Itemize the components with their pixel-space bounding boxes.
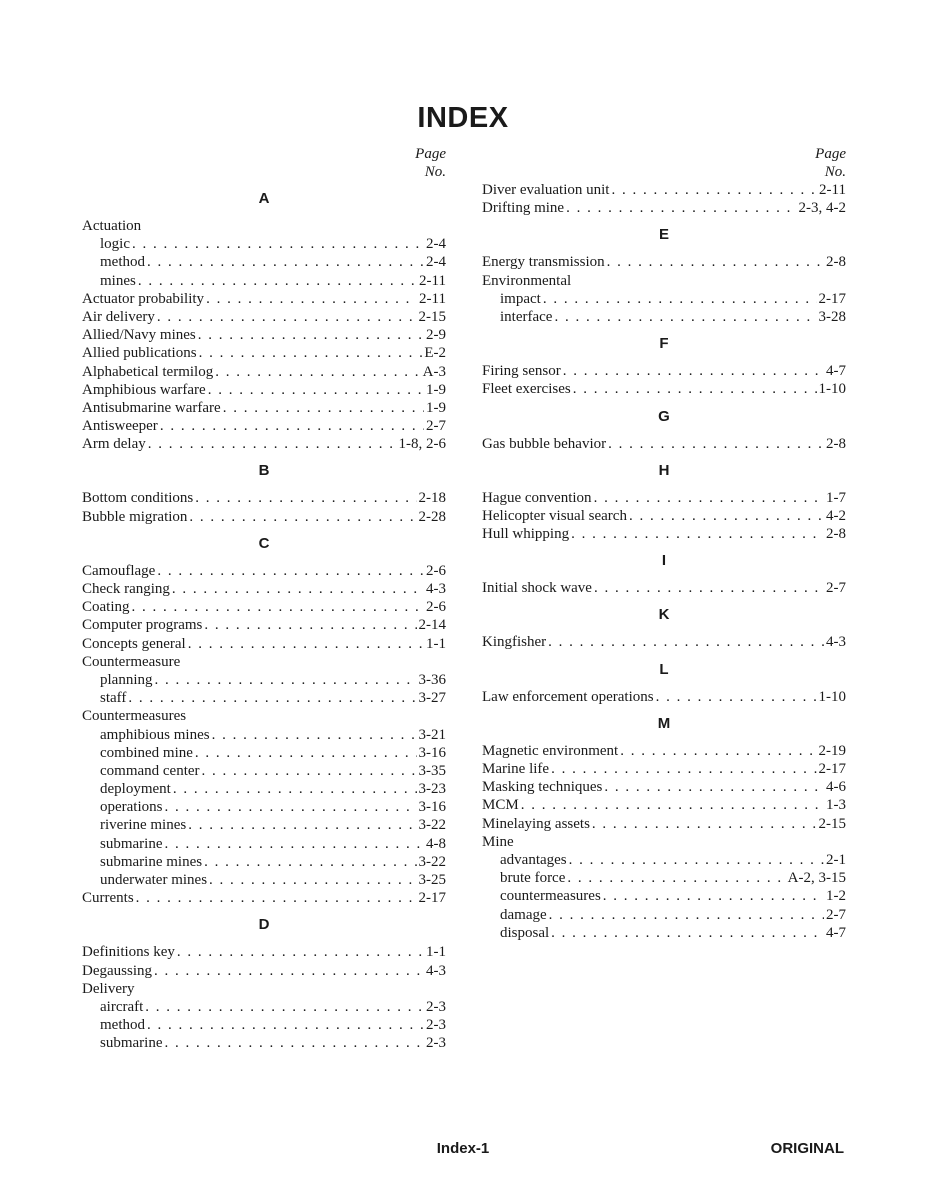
entry-label: deployment <box>100 781 171 798</box>
index-entry <box>82 689 446 707</box>
dot-leader <box>195 489 416 507</box>
index-entry <box>82 962 446 980</box>
index-entry <box>482 489 846 507</box>
index-entry <box>82 399 446 417</box>
entry-label: Coating <box>82 599 130 616</box>
entry-page: 2-11 <box>419 272 446 289</box>
entry-label: Concepts general <box>82 635 186 652</box>
index-heading: Environmental <box>482 272 572 289</box>
entry-label: Fleet exercises <box>482 381 571 398</box>
entry-label: brute force <box>500 870 566 887</box>
index-entry <box>482 362 846 380</box>
entry-page: 3-22 <box>418 817 446 834</box>
entry-label: Computer programs <box>82 617 203 634</box>
dot-leader <box>608 435 824 453</box>
entry-label: Firing sensor <box>482 363 561 380</box>
entry-page: 3-16 <box>418 799 446 816</box>
entry-page: 3-22 <box>418 853 446 870</box>
index-entry <box>82 489 446 507</box>
entry-label: impact <box>500 290 541 307</box>
index-entry <box>82 780 446 798</box>
dot-leader <box>543 290 817 308</box>
index-entry <box>82 671 446 689</box>
dot-leader <box>569 851 824 869</box>
entry-label: Drifting mine <box>482 200 565 217</box>
section-letter-c: C <box>258 534 270 552</box>
index-entry <box>82 344 446 362</box>
entry-label: method <box>100 254 145 271</box>
dot-leader <box>215 363 420 381</box>
index-entry <box>82 635 446 653</box>
entry-page: 2-6 <box>426 562 446 579</box>
dot-leader <box>551 924 824 942</box>
index-entry <box>82 943 446 961</box>
entry-label: Actuator probability <box>82 290 205 307</box>
entry-label: Allied/Navy mines <box>82 327 196 344</box>
entry-label: amphibious mines <box>100 726 210 743</box>
section-letter-a: A <box>258 190 270 207</box>
entry-label: Masking techniques <box>482 779 603 796</box>
entry-label: Bubble migration <box>82 508 188 525</box>
index-entry <box>482 525 846 543</box>
index-entry <box>82 272 446 290</box>
dot-leader <box>611 181 817 199</box>
footer-status: ORIGINAL <box>770 1140 844 1157</box>
dot-leader <box>173 780 417 798</box>
index-entry <box>482 760 846 778</box>
dot-leader <box>554 308 816 326</box>
dot-leader <box>206 290 417 308</box>
index-entry <box>482 906 846 924</box>
index-entry <box>82 798 446 816</box>
index-entry <box>482 308 846 326</box>
dot-leader <box>620 742 816 760</box>
entry-page: A-3 <box>422 363 446 380</box>
index-entry <box>82 726 446 744</box>
dot-leader <box>594 489 824 507</box>
index-heading: Countermeasures <box>82 708 187 725</box>
right-column <box>482 145 846 942</box>
entry-label: Diver evaluation unit <box>482 182 610 198</box>
dot-leader <box>223 399 424 417</box>
entry-page: 2-1 <box>826 851 846 868</box>
index-entry <box>82 580 446 598</box>
dot-leader <box>164 835 424 853</box>
entry-page: 4-8 <box>426 835 446 852</box>
entry-page: 2-18 <box>418 490 446 507</box>
entry-label: Bottom conditions <box>82 490 194 507</box>
entry-label: Kingfisher <box>482 634 547 651</box>
entry-label: Allied publications <box>82 345 197 362</box>
index-entry <box>482 579 846 597</box>
entry-page: 1-7 <box>826 489 846 506</box>
dot-leader <box>164 798 416 816</box>
entry-page: 2-7 <box>826 906 846 923</box>
dot-leader <box>132 235 424 253</box>
index-entry <box>82 998 446 1016</box>
dot-leader <box>629 507 824 525</box>
dot-leader <box>521 796 824 814</box>
dot-leader <box>202 762 417 780</box>
page-header-line1: Page <box>415 146 446 162</box>
page-header-line1: Page <box>815 146 846 162</box>
entry-page: 2-3 <box>426 1017 446 1034</box>
index-heading: Delivery <box>82 980 135 997</box>
entry-page: 2-8 <box>826 526 846 543</box>
entry-page: 2-11 <box>819 182 846 198</box>
dot-leader <box>154 962 424 980</box>
index-entry <box>482 688 846 706</box>
entry-page: 2-8 <box>826 254 846 271</box>
index-entry <box>82 816 446 834</box>
dot-leader <box>145 998 424 1016</box>
entry-page: 4-3 <box>426 581 446 597</box>
dot-leader <box>160 417 424 435</box>
entry-label: MCM <box>482 797 519 814</box>
entry-page: 3-16 <box>418 744 446 761</box>
entry-label: underwater mines <box>100 872 208 888</box>
entry-label: submarine mines <box>100 853 203 870</box>
dot-leader <box>148 435 397 453</box>
section-letter-e: E <box>658 226 669 244</box>
dot-leader <box>188 816 416 834</box>
entry-page: 4-7 <box>826 363 846 380</box>
index-entry <box>482 887 846 905</box>
entry-page: 2-3 <box>426 998 446 1015</box>
entry-label: Initial shock wave <box>482 580 592 597</box>
dot-leader <box>549 906 824 924</box>
index-entry <box>482 290 846 308</box>
dot-leader <box>209 871 416 889</box>
entry-label: countermeasures <box>500 888 601 905</box>
entry-label: Magnetic environment <box>482 742 619 759</box>
dot-leader <box>571 525 824 543</box>
dot-leader <box>188 635 424 653</box>
dot-leader <box>548 633 824 651</box>
index-entry <box>482 742 846 760</box>
index-entry <box>82 417 446 435</box>
entry-label: riverine mines <box>100 817 187 834</box>
dot-leader <box>164 1034 424 1052</box>
entry-label: planning <box>100 671 153 688</box>
dot-leader <box>198 326 424 344</box>
index-entry <box>482 633 846 651</box>
dot-leader <box>132 598 425 616</box>
entry-page: 2-7 <box>426 418 446 435</box>
section-letter-k: K <box>658 606 670 624</box>
entry-page: 2-6 <box>426 599 446 616</box>
dot-leader <box>204 853 416 871</box>
entry-page: 3-28 <box>818 308 846 325</box>
entry-page: 1-8, 2-6 <box>398 436 446 453</box>
dot-leader <box>212 726 417 744</box>
dot-leader <box>607 253 824 271</box>
section-letter-i: I <box>661 552 667 570</box>
index-entry <box>482 869 846 887</box>
entry-label: Antisweeper <box>82 418 158 435</box>
entry-page: 2-19 <box>818 742 846 759</box>
index-entry <box>82 290 446 308</box>
dot-leader <box>603 887 824 905</box>
index-entry <box>82 253 446 271</box>
index-entry <box>482 380 846 398</box>
index-entry <box>482 199 846 217</box>
entry-page: 2-7 <box>826 580 846 597</box>
index-entry <box>82 853 446 871</box>
entry-page: 2-4 <box>426 254 446 271</box>
entry-page: 3-25 <box>418 872 446 888</box>
entry-label: staff <box>100 690 127 707</box>
index-entry <box>82 1034 446 1052</box>
entry-page: 2-14 <box>418 617 446 634</box>
dot-leader <box>157 308 417 326</box>
entry-page: 3-36 <box>418 671 446 688</box>
entry-label: Currents <box>82 890 134 907</box>
index-entry <box>82 235 446 253</box>
entry-page: 4-3 <box>826 634 846 651</box>
entry-label: interface <box>500 308 553 325</box>
index-entry <box>82 363 446 381</box>
entry-label: Alphabetical termilog <box>82 363 214 380</box>
entry-label: logic <box>100 236 130 253</box>
entry-page: A-2, 3-15 <box>787 870 846 887</box>
entry-label: Check ranging <box>82 581 170 597</box>
entry-page: 4-7 <box>826 924 846 941</box>
index-entry <box>82 435 446 453</box>
entry-page: 3-27 <box>418 690 446 707</box>
index-entry <box>82 598 446 616</box>
index-entry <box>82 762 446 780</box>
dot-leader <box>551 760 816 778</box>
entry-label: combined mine <box>100 744 193 761</box>
entry-label: Degaussing <box>82 962 152 979</box>
dot-leader <box>592 815 817 833</box>
index-heading: Actuation <box>82 218 142 234</box>
entry-page: 1-10 <box>818 688 846 705</box>
page-number-header <box>482 145 846 181</box>
dot-leader <box>172 580 424 598</box>
section-letter-m: M <box>657 714 671 732</box>
entry-label: command center <box>100 762 200 779</box>
dot-leader <box>189 508 416 526</box>
page-header-line2: No. <box>824 164 846 180</box>
entry-page: 4-2 <box>826 507 846 524</box>
section-letter-l: L <box>659 660 669 678</box>
dot-leader <box>594 579 824 597</box>
index-entry <box>82 562 446 580</box>
entry-label: Camouflage <box>82 562 156 579</box>
entry-label: Hague convention <box>482 489 592 506</box>
entry-page: 1-2 <box>826 888 846 905</box>
entry-page: 4-6 <box>826 779 846 796</box>
entry-label: disposal <box>500 924 550 941</box>
entry-label: operations <box>100 799 163 816</box>
index-entry <box>82 508 446 526</box>
dot-leader <box>563 362 824 380</box>
index-entry <box>82 616 446 634</box>
entry-page: 2-8 <box>826 435 846 452</box>
section-letter-h: H <box>658 461 670 479</box>
index-entry <box>82 308 446 326</box>
entry-label: advantages <box>500 851 567 868</box>
dot-leader <box>208 381 424 399</box>
dot-leader <box>566 199 796 217</box>
index-entry <box>482 253 846 271</box>
section-letter-g: G <box>658 407 670 425</box>
entry-label: submarine <box>100 835 163 852</box>
dot-leader <box>147 1016 424 1034</box>
dot-leader <box>155 671 417 689</box>
entry-label: Definitions key <box>82 944 175 961</box>
entry-page: 2-4 <box>426 236 446 253</box>
index-entry <box>482 181 846 199</box>
index-entry <box>82 381 446 399</box>
dot-leader <box>204 616 416 634</box>
dot-leader <box>199 344 423 362</box>
index-entry <box>482 796 846 814</box>
entry-label: Hull whipping <box>482 526 570 543</box>
dot-leader <box>567 869 785 887</box>
entry-page: 3-23 <box>418 781 446 798</box>
section-letter-d: D <box>258 916 270 934</box>
index-entry <box>82 744 446 762</box>
entry-label: Amphibious warfare <box>82 381 206 398</box>
entry-label: aircraft <box>100 998 144 1015</box>
page-header-line2: No. <box>424 164 446 180</box>
entry-label: Marine life <box>482 761 550 777</box>
dot-leader <box>138 272 417 290</box>
entry-label: Gas bubble behavior <box>482 435 607 452</box>
entry-page: 1-10 <box>818 381 846 398</box>
entry-label: Arm delay <box>82 436 146 453</box>
entry-page: 2-17 <box>818 290 846 307</box>
index-entry <box>482 507 846 525</box>
entry-label: Law enforcement operations <box>482 688 654 705</box>
dot-leader <box>604 778 824 796</box>
entry-page: 1-9 <box>426 381 446 398</box>
entry-label: damage <box>500 906 547 923</box>
index-entry <box>482 924 846 942</box>
left-column <box>82 145 446 1053</box>
index-entry <box>482 851 846 869</box>
index-heading: Mine <box>482 833 514 850</box>
entry-page: 2-15 <box>418 308 446 325</box>
entry-label: submarine <box>100 1035 163 1052</box>
entry-page: 1-1 <box>426 944 446 961</box>
entry-page: 2-9 <box>426 327 446 344</box>
dot-leader <box>573 380 817 398</box>
entry-label: Helicopter visual search <box>482 507 627 524</box>
dot-leader <box>157 562 424 580</box>
dot-leader <box>136 889 417 907</box>
entry-label: mines <box>100 272 136 289</box>
page-number-header <box>82 145 446 181</box>
dot-leader <box>128 689 416 707</box>
entry-page: 2-15 <box>818 815 846 832</box>
entry-page: 1-9 <box>426 399 446 416</box>
index-entry <box>482 778 846 796</box>
entry-page: 2-17 <box>818 761 846 777</box>
entry-page: 2-3, 4-2 <box>798 200 846 217</box>
entry-page: 2-3 <box>426 1035 446 1052</box>
dot-leader <box>177 943 424 961</box>
index-entry <box>482 815 846 833</box>
section-letter-b: B <box>258 462 270 480</box>
section-letter-f: F <box>659 335 669 353</box>
index-entry <box>82 889 446 907</box>
index-entry <box>82 871 446 889</box>
entry-label: method <box>100 1017 145 1034</box>
entry-label: Air delivery <box>82 308 155 325</box>
entry-label: Minelaying assets <box>482 815 590 832</box>
page-title: INDEX <box>417 102 509 134</box>
index-entry <box>82 835 446 853</box>
entry-label: Energy transmission <box>482 254 605 271</box>
entry-page: 2-28 <box>418 508 446 525</box>
index-entry <box>82 1016 446 1034</box>
index-entry <box>82 326 446 344</box>
entry-page: 1-1 <box>426 635 446 652</box>
entry-page: 4-3 <box>426 962 446 979</box>
dot-leader <box>195 744 417 762</box>
footer-page-number: Index-1 <box>436 1140 490 1157</box>
entry-page: 2-17 <box>418 890 446 907</box>
entry-page: 3-35 <box>418 762 446 779</box>
dot-leader <box>147 253 424 271</box>
index-heading: Countermeasure <box>82 653 181 670</box>
entry-page: 2-11 <box>419 290 446 307</box>
entry-page: 1-3 <box>826 797 846 814</box>
entry-page: E-2 <box>424 345 446 362</box>
entry-page: 3-21 <box>418 726 446 743</box>
entry-label: Antisubmarine warfare <box>82 399 221 416</box>
dot-leader <box>656 688 817 706</box>
index-entry <box>482 435 846 453</box>
